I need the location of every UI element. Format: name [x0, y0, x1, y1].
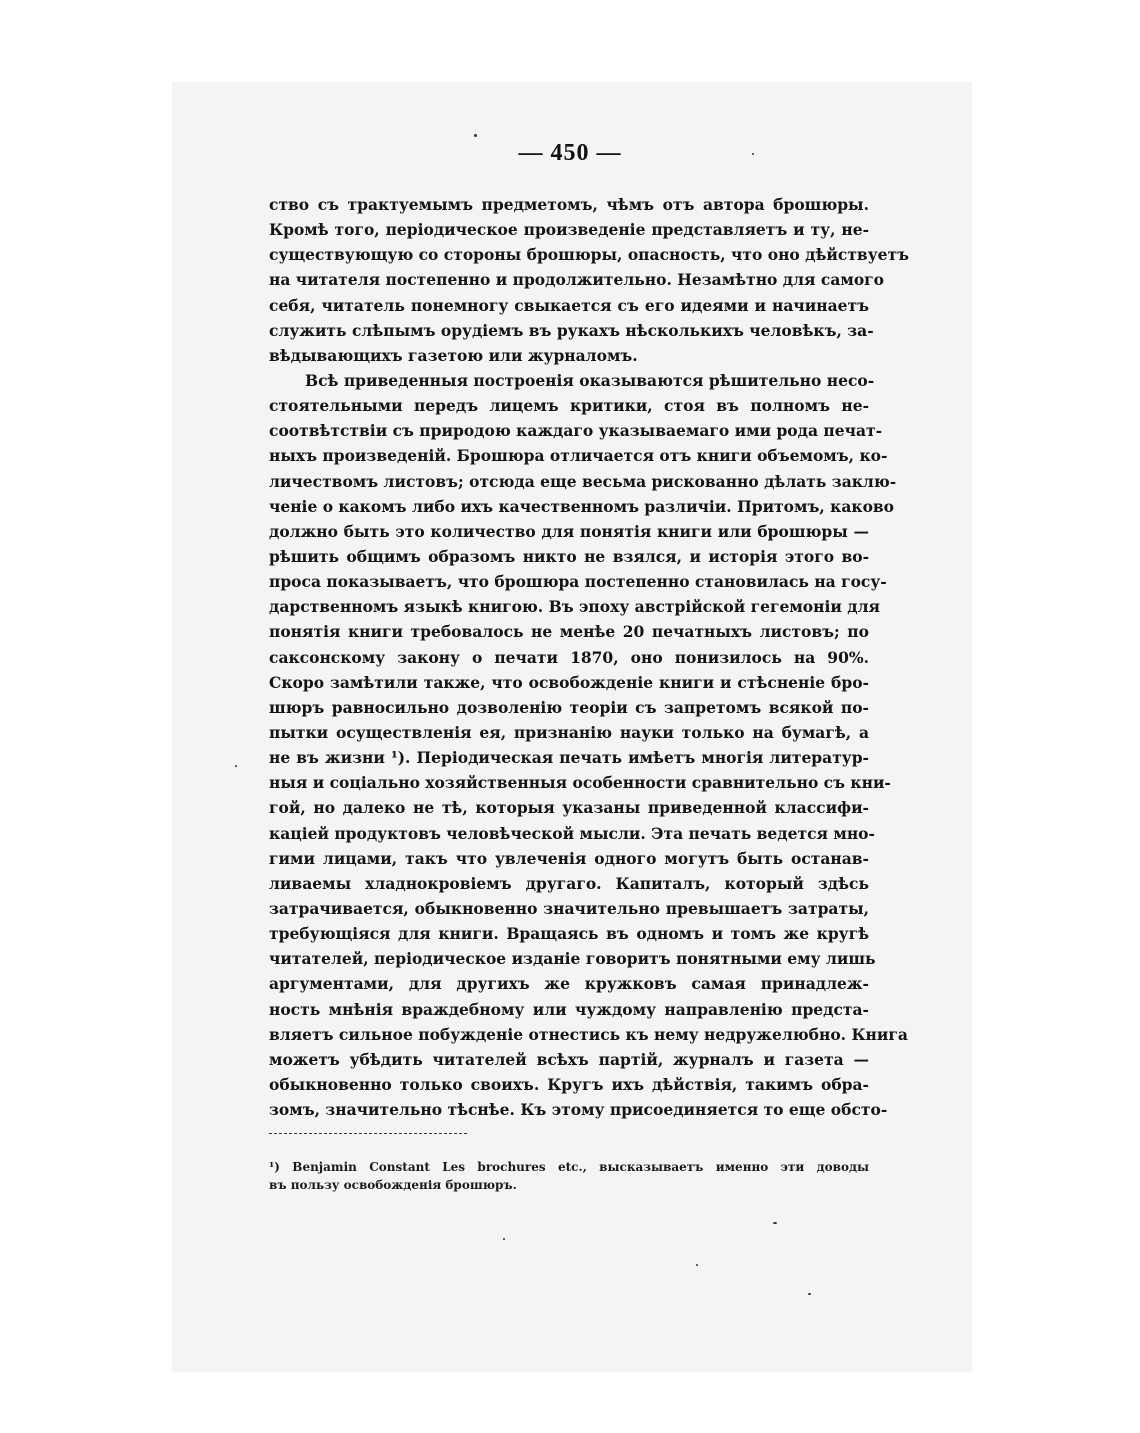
- text-line: ныхъ произведеній. Брошюра отличается отъ книги объемомъ, ко-: [269, 446, 888, 466]
- footnote-divider: [269, 1133, 467, 1134]
- text-line: каціей продуктовъ человѣческой мысли. Эта печать ведется мно-: [269, 823, 875, 843]
- text-line: вляетъ сильное побужденіе отнестись къ нему недружелюбно. Книга: [269, 1024, 908, 1044]
- text-line: можетъ убѣдить читателей всѣхъ партій, журналъ и газета —: [269, 1049, 869, 1069]
- text-line: ливаемы хладнокровіемъ другаго. Капиталъ, который здѣсь: [269, 873, 869, 893]
- text-line: существующую со стороны брошюры, опасность, что оно дѣйствуетъ: [269, 245, 909, 265]
- scan-speck: [503, 1238, 505, 1240]
- text-line: ченіе о какомъ либо ихъ качественномъ различіи. Притомъ, каково: [269, 496, 895, 516]
- text-line: проса показываетъ, что брошюра постепенно становилась на госу-: [269, 572, 887, 592]
- text-line: гой, но далеко не тѣ, которыя указаны приведенной классифи-: [269, 798, 869, 818]
- footnote-line: ¹) Benjamin Constant Les brochures etc., высказываетъ именно эти доводы: [269, 1160, 869, 1174]
- text-line: личествомъ листовъ; отсюда еще весьма рискованно дѣлать заклю-: [269, 471, 897, 491]
- text-line: гими лицами, такъ что увлеченія одного могутъ быть останав-: [269, 848, 869, 868]
- text-line: Скоро замѣтили также, что освобожденіе книги и стѣсненіе бро-: [269, 672, 869, 692]
- scan-speck: [773, 1222, 777, 1224]
- scan-speck: [808, 1293, 811, 1295]
- text-line: затрачивается, обыкновенно значительно превышаетъ затраты,: [269, 898, 869, 918]
- text-line: ство съ трактуемымъ предметомъ, чѣмъ отъ автора брошюры.: [269, 195, 869, 214]
- footnote: [269, 1158, 869, 1194]
- text-line: себя, читатель понемногу свыкается съ его идеями и начинаетъ: [269, 295, 869, 315]
- scan-speck: [696, 1264, 698, 1266]
- text-line: Кромѣ того, періодическое произведеніе представляетъ и ту, не-: [269, 220, 869, 240]
- text-line: ность мнѣнія враждебному или чуждому направленію предста-: [269, 999, 869, 1019]
- scan-speck: [474, 134, 477, 137]
- text-line: читателей, періодическое изданіе говоритъ понятными ему лишь: [269, 949, 876, 969]
- text-line: зомъ, значительно тѣснѣе. Къ этому присоединяется то еще обсто-: [269, 1100, 888, 1120]
- text-line: требующіяся для книги. Вращаясь въ одномъ и томъ же кругѣ: [269, 924, 869, 944]
- text-line: ныя и соціально хозяйственныя особенности сравнительно съ кни-: [269, 773, 891, 793]
- text-line: Всѣ приведенныя построенія оказываются рѣшительно несо-: [305, 370, 875, 390]
- text-line: обыкновенно только своихъ. Кругъ ихъ дѣйствія, такимъ обра-: [269, 1074, 869, 1094]
- body-text: [269, 192, 909, 1122]
- text-line: стоятельными передъ лицемъ критики, стоя въ полномъ не-: [269, 396, 869, 416]
- text-line: не въ жизни ¹). Періодическая печать имѣетъ многія литератур-: [269, 748, 869, 768]
- text-line: рѣшить общимъ образомъ никто не взялся, и исторія этого во-: [269, 546, 869, 566]
- text-line: соотвѣтствіи съ природою каждаго указываемаго ими рода печат-: [269, 421, 883, 441]
- page-number: — 450 —: [518, 140, 622, 166]
- text-line: аргументами, для другихъ же кружковъ самая принадлеж-: [269, 974, 869, 994]
- scan-speck: [752, 153, 754, 155]
- text-line: пытки осуществленія ея, признанію науки только на бумагѣ, а: [269, 722, 869, 742]
- text-line: шюръ равносильно дозволенію теоріи съ запретомъ всякой по-: [269, 697, 869, 717]
- text-line: должно быть это количество для понятія книги или брошюры —: [269, 521, 869, 541]
- text-line: понятія книги требовалось не менѣе 20 печатныхъ листовъ; по: [269, 622, 869, 642]
- text-line: на читателя постепенно и продолжительно. Незамѣтно для самого: [269, 270, 884, 290]
- footnote-line: въ пользу освобожденія брошюръ.: [269, 1178, 517, 1192]
- scan-speck: [235, 765, 237, 767]
- text-line: вѣдывающихъ газетою или журналомъ.: [269, 345, 638, 365]
- text-line: служить слѣпымъ орудіемъ въ рукахъ нѣсколькихъ человѣкъ, за-: [269, 320, 874, 340]
- text-line: дарственномъ языкѣ книгою. Въ эпоху австрійской гегемоніи для: [269, 597, 880, 617]
- text-line: саксонскому закону о печати 1870, оно понизилось на 90%.: [269, 647, 869, 667]
